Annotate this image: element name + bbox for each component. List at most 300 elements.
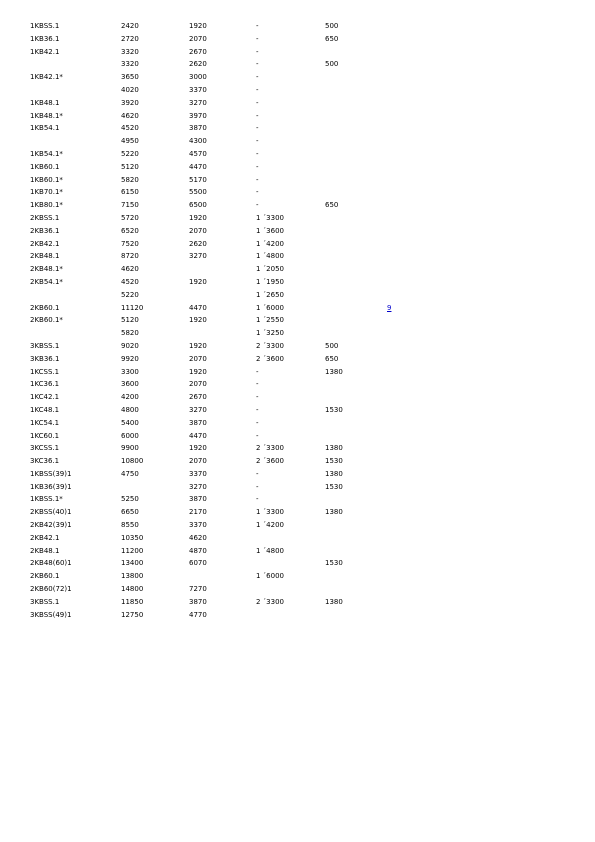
span-cell: 1 ´1950 xyxy=(256,277,284,286)
span-cell: 2 ´3300 xyxy=(256,341,284,350)
model-cell: 3KBSS.1 xyxy=(30,597,60,606)
span-cell xyxy=(256,583,325,596)
width-cell: 3370 xyxy=(189,85,207,94)
table-row xyxy=(30,161,407,174)
ref-cell xyxy=(387,468,407,481)
table-row xyxy=(30,212,407,225)
model-cell: 2KB42(39)1 xyxy=(30,521,72,530)
model-cell: 1KB48.1* xyxy=(30,111,63,120)
height-cell xyxy=(325,71,387,84)
span-cell: - xyxy=(256,162,259,171)
length-cell: 4620 xyxy=(121,265,139,274)
model-cell: 2KBSS.1 xyxy=(30,213,60,222)
height-cell xyxy=(325,391,387,404)
table-row xyxy=(30,263,407,276)
span-cell: 1 ´3250 xyxy=(256,329,284,338)
width-cell xyxy=(189,570,256,583)
height-cell xyxy=(325,135,387,148)
ref-cell xyxy=(387,212,407,225)
ref-cell xyxy=(387,366,407,379)
height-cell xyxy=(325,161,387,174)
width-cell: 4570 xyxy=(189,149,207,158)
span-cell: 1 ´2550 xyxy=(256,316,284,325)
span-cell: 1 ´3600 xyxy=(256,226,284,235)
model-cell: 2KB60.1 xyxy=(30,303,60,312)
ref-cell xyxy=(387,97,407,110)
height-cell xyxy=(325,212,387,225)
model-cell: 1KC60.1 xyxy=(30,431,60,440)
length-cell: 6650 xyxy=(121,508,139,517)
length-cell: 5120 xyxy=(121,162,139,171)
ref-cell xyxy=(387,570,407,583)
span-cell: 1 ´3300 xyxy=(256,213,284,222)
model-cell: 2KB36.1 xyxy=(30,226,60,235)
model-cell: 1KB60.1 xyxy=(30,162,60,171)
ref-cell xyxy=(387,122,407,135)
span-cell: 1 ´4800 xyxy=(256,252,284,261)
span-cell: - xyxy=(256,405,259,414)
span-cell: - xyxy=(256,482,259,491)
height-cell xyxy=(325,97,387,110)
ref-cell xyxy=(387,174,407,187)
length-cell: 12750 xyxy=(121,610,144,619)
table-row xyxy=(30,71,407,84)
width-cell: 4470 xyxy=(189,303,207,312)
length-cell: 5820 xyxy=(121,175,139,184)
height-cell: 1380 xyxy=(325,469,343,478)
span-cell: 2 ´3600 xyxy=(256,354,284,363)
table-row xyxy=(30,340,407,353)
width-cell: 1920 xyxy=(189,213,207,222)
table-row xyxy=(30,583,407,596)
span-cell: 2 ´3300 xyxy=(256,444,284,453)
width-cell: 2070 xyxy=(189,457,207,466)
span-cell: - xyxy=(256,47,259,56)
width-cell: 4770 xyxy=(189,610,207,619)
span-cell: 1 ´3300 xyxy=(256,508,284,517)
length-cell: 13800 xyxy=(121,572,144,581)
ref-cell xyxy=(387,493,407,506)
span-cell: - xyxy=(256,393,259,402)
span-cell: - xyxy=(256,111,259,120)
table-row xyxy=(30,455,407,468)
length-cell: 8550 xyxy=(121,521,139,530)
model-cell: 1KBSS.1* xyxy=(30,495,63,504)
width-cell: 2620 xyxy=(189,60,207,69)
width-cell: 3270 xyxy=(189,482,207,491)
length-cell: 5250 xyxy=(121,495,139,504)
span-cell: 2 ´3600 xyxy=(256,457,284,466)
height-cell xyxy=(325,174,387,187)
ref-cell xyxy=(387,417,407,430)
width-cell: 2670 xyxy=(189,393,207,402)
ref-cell xyxy=(387,378,407,391)
length-cell: 4620 xyxy=(121,111,139,120)
span-cell: - xyxy=(256,85,259,94)
ref-cell xyxy=(387,148,407,161)
width-cell: 3000 xyxy=(189,73,207,82)
ref-cell xyxy=(387,442,407,455)
height-cell xyxy=(325,570,387,583)
height-cell xyxy=(325,545,387,558)
model-cell: 1KC54.1 xyxy=(30,418,60,427)
model-cell: 1KB36(39)1 xyxy=(30,482,72,491)
ref-cell xyxy=(387,340,407,353)
span-cell: 1 ´2650 xyxy=(256,290,284,299)
ref-cell xyxy=(387,545,407,558)
table-row xyxy=(30,596,407,609)
table-row xyxy=(30,493,407,506)
table-row xyxy=(30,33,407,46)
ref-cell xyxy=(387,609,407,622)
width-cell: 5500 xyxy=(189,188,207,197)
width-cell: 3870 xyxy=(189,495,207,504)
model-cell xyxy=(30,327,121,340)
span-cell: 1 ´4200 xyxy=(256,521,284,530)
span-cell xyxy=(256,557,325,570)
table-row xyxy=(30,250,407,263)
length-cell: 5400 xyxy=(121,418,139,427)
model-cell xyxy=(30,58,121,71)
ref-cell xyxy=(387,263,407,276)
width-cell: 2170 xyxy=(189,508,207,517)
width-cell: 7270 xyxy=(189,585,207,594)
spec-table-body xyxy=(30,20,407,621)
height-cell: 650 xyxy=(325,201,339,210)
ref-cell xyxy=(387,238,407,251)
ref-cell xyxy=(387,391,407,404)
width-cell: 2070 xyxy=(189,34,207,43)
ref-cell xyxy=(387,58,407,71)
width-cell: 4470 xyxy=(189,431,207,440)
table-row xyxy=(30,468,407,481)
ref-cell xyxy=(387,404,407,417)
span-cell: - xyxy=(256,175,259,184)
model-cell xyxy=(30,84,121,97)
model-cell: 1KC36.1 xyxy=(30,380,60,389)
height-cell xyxy=(325,289,387,302)
span-cell: - xyxy=(256,34,259,43)
height-cell xyxy=(325,378,387,391)
height-cell xyxy=(325,493,387,506)
height-cell: 1380 xyxy=(325,508,343,517)
model-cell: 1KBSS(39)1 xyxy=(30,469,72,478)
table-row xyxy=(30,417,407,430)
spec-table xyxy=(30,20,407,621)
height-cell xyxy=(325,417,387,430)
table-row xyxy=(30,238,407,251)
span-cell: - xyxy=(256,22,259,30)
length-cell: 9900 xyxy=(121,444,139,453)
model-cell: 1KC42.1 xyxy=(30,393,60,402)
length-cell: 9020 xyxy=(121,341,139,350)
width-cell: 5170 xyxy=(189,175,207,184)
table-row xyxy=(30,148,407,161)
model-cell: 2KB48.1* xyxy=(30,265,63,274)
width-cell xyxy=(189,289,256,302)
model-cell: 1KCSS.1 xyxy=(30,367,60,376)
height-cell xyxy=(325,583,387,596)
model-cell: 1KB70.1* xyxy=(30,188,63,197)
span-cell: 1 ´6000 xyxy=(256,303,284,312)
height-cell xyxy=(325,238,387,251)
width-cell: 1920 xyxy=(189,22,207,30)
height-cell xyxy=(325,276,387,289)
length-cell: 4950 xyxy=(121,137,139,146)
span-cell: - xyxy=(256,124,259,133)
width-cell: 4870 xyxy=(189,546,207,555)
length-cell: 9920 xyxy=(121,354,139,363)
model-cell: 2KB42.1 xyxy=(30,533,60,542)
width-cell: 4300 xyxy=(189,137,207,146)
table-row xyxy=(30,276,407,289)
model-cell: 1KB42.1 xyxy=(30,47,60,56)
width-cell: 3870 xyxy=(189,124,207,133)
span-cell: - xyxy=(256,149,259,158)
ref-cell xyxy=(387,430,407,443)
model-cell: 1KBSS.1 xyxy=(30,22,60,30)
ref-cell xyxy=(387,33,407,46)
width-cell: 2070 xyxy=(189,380,207,389)
span-cell: 1 ´2050 xyxy=(256,265,284,274)
ref-cell xyxy=(387,557,407,570)
table-row xyxy=(30,327,407,340)
height-cell: 1530 xyxy=(325,559,343,568)
length-cell: 4750 xyxy=(121,469,139,478)
span-cell: - xyxy=(256,495,259,504)
span-cell: - xyxy=(256,60,259,69)
width-cell: 3270 xyxy=(189,98,207,107)
span-cell xyxy=(256,532,325,545)
span-cell: - xyxy=(256,137,259,146)
length-cell: 6150 xyxy=(121,188,139,197)
width-cell: 6500 xyxy=(189,201,207,210)
height-cell: 1530 xyxy=(325,457,343,466)
length-cell: 11850 xyxy=(121,597,144,606)
width-cell: 2620 xyxy=(189,239,207,248)
height-cell xyxy=(325,122,387,135)
table-row xyxy=(30,442,407,455)
ref-cell xyxy=(387,353,407,366)
length-cell: 3300 xyxy=(121,367,139,376)
height-cell xyxy=(325,302,387,315)
model-cell: 2KBSS(40)1 xyxy=(30,508,72,517)
width-cell: 3970 xyxy=(189,111,207,120)
table-row xyxy=(30,58,407,71)
width-cell: 3270 xyxy=(189,405,207,414)
span-cell: - xyxy=(256,418,259,427)
height-cell xyxy=(325,519,387,532)
model-cell: 1KB54.1 xyxy=(30,124,60,133)
span-cell: 1 ´6000 xyxy=(256,572,284,581)
span-cell: 2 ´3300 xyxy=(256,597,284,606)
ref-cell xyxy=(387,302,407,315)
height-cell: 650 xyxy=(325,354,339,363)
height-cell xyxy=(325,186,387,199)
ref-cell xyxy=(387,46,407,59)
table-row xyxy=(30,314,407,327)
length-cell: 7150 xyxy=(121,201,139,210)
length-cell: 4520 xyxy=(121,124,139,133)
span-cell: - xyxy=(256,380,259,389)
width-cell: 3370 xyxy=(189,469,207,478)
length-cell: 3650 xyxy=(121,73,139,82)
length-cell: 5220 xyxy=(121,149,139,158)
height-cell xyxy=(325,532,387,545)
width-cell: 1920 xyxy=(189,316,207,325)
height-cell xyxy=(325,148,387,161)
table-row xyxy=(30,404,407,417)
span-cell: 1 ´4200 xyxy=(256,239,284,248)
height-cell xyxy=(325,430,387,443)
length-cell: 10800 xyxy=(121,457,144,466)
ref-cell xyxy=(387,71,407,84)
width-cell: 4620 xyxy=(189,533,207,542)
length-cell: 10350 xyxy=(121,533,144,542)
table-row xyxy=(30,519,407,532)
height-cell: 500 xyxy=(325,22,339,30)
table-row xyxy=(30,481,407,494)
model-cell: 3KB36.1 xyxy=(30,354,60,363)
ref-cell xyxy=(387,481,407,494)
length-cell: 4200 xyxy=(121,393,139,402)
length-cell: 2420 xyxy=(121,22,139,30)
height-cell xyxy=(325,327,387,340)
length-cell: 11200 xyxy=(121,546,144,555)
ref-cell xyxy=(387,327,407,340)
height-cell: 650 xyxy=(325,34,339,43)
height-cell xyxy=(325,250,387,263)
table-row xyxy=(30,391,407,404)
table-row xyxy=(30,84,407,97)
model-cell: 3KC36.1 xyxy=(30,457,60,466)
table-row xyxy=(30,302,407,315)
height-cell xyxy=(325,110,387,123)
width-cell: 2070 xyxy=(189,354,207,363)
length-cell: 6000 xyxy=(121,431,139,440)
height-cell xyxy=(325,225,387,238)
model-cell: 2KB60.1* xyxy=(30,316,63,325)
width-cell: 6070 xyxy=(189,559,207,568)
height-cell: 1380 xyxy=(325,597,343,606)
model-cell xyxy=(30,289,121,302)
length-cell: 11120 xyxy=(121,303,144,312)
span-cell: - xyxy=(256,188,259,197)
table-row xyxy=(30,532,407,545)
table-row xyxy=(30,174,407,187)
length-cell: 3920 xyxy=(121,98,139,107)
model-cell: 1KB60.1* xyxy=(30,175,63,184)
width-cell: 1920 xyxy=(189,367,207,376)
table-row xyxy=(30,557,407,570)
length-cell: 7520 xyxy=(121,239,139,248)
width-cell: 2070 xyxy=(189,226,207,235)
table-row xyxy=(30,186,407,199)
length-cell: 13400 xyxy=(121,559,144,568)
table-row xyxy=(30,570,407,583)
model-cell: 3KBSS.1 xyxy=(30,341,60,350)
model-cell: 1KB36.1 xyxy=(30,34,60,43)
model-cell: 1KB48.1 xyxy=(30,98,60,107)
length-cell: 5720 xyxy=(121,213,139,222)
table-row xyxy=(30,110,407,123)
ref-cell xyxy=(387,289,407,302)
length-cell xyxy=(121,481,189,494)
width-cell: 3870 xyxy=(189,597,207,606)
ref-cell xyxy=(387,110,407,123)
height-cell xyxy=(325,46,387,59)
length-cell: 5120 xyxy=(121,316,139,325)
span-cell: - xyxy=(256,98,259,107)
length-cell: 8720 xyxy=(121,252,139,261)
table-row xyxy=(30,545,407,558)
ref-cell xyxy=(387,225,407,238)
height-cell: 1530 xyxy=(325,405,343,414)
width-cell: 3370 xyxy=(189,521,207,530)
length-cell: 3320 xyxy=(121,60,139,69)
span-cell: 1 ´4800 xyxy=(256,546,284,555)
table-row xyxy=(30,225,407,238)
model-cell: 2KB48.1 xyxy=(30,546,60,555)
model-cell: 2KB60.1 xyxy=(30,572,60,581)
span-cell: - xyxy=(256,469,259,478)
length-cell: 5820 xyxy=(121,329,139,338)
table-row xyxy=(30,97,407,110)
span-cell: - xyxy=(256,73,259,82)
ref-cell xyxy=(387,532,407,545)
height-cell xyxy=(325,263,387,276)
table-row xyxy=(30,46,407,59)
model-cell xyxy=(30,135,121,148)
ref-cell xyxy=(387,506,407,519)
height-cell: 500 xyxy=(325,341,339,350)
length-cell: 4520 xyxy=(121,277,139,286)
table-row xyxy=(30,430,407,443)
model-cell: 3KBSS(49)1 xyxy=(30,610,72,619)
model-cell: 2KB42.1 xyxy=(30,239,60,248)
height-cell xyxy=(325,84,387,97)
table-row xyxy=(30,199,407,212)
height-cell xyxy=(325,314,387,327)
table-row xyxy=(30,20,407,33)
ref-cell xyxy=(387,250,407,263)
model-cell: 1KB80.1* xyxy=(30,201,63,210)
width-cell xyxy=(189,263,256,276)
width-cell: 3870 xyxy=(189,418,207,427)
ref-cell xyxy=(387,161,407,174)
ref-cell xyxy=(387,519,407,532)
length-cell: 6520 xyxy=(121,226,139,235)
ref-cell xyxy=(387,455,407,468)
height-cell: 1530 xyxy=(325,482,343,491)
width-cell: 3270 xyxy=(189,252,207,261)
width-cell: 4470 xyxy=(189,162,207,171)
table-row xyxy=(30,353,407,366)
span-cell: - xyxy=(256,367,259,376)
page-link[interactable]: 9 xyxy=(387,303,392,312)
ref-cell xyxy=(387,186,407,199)
model-cell: 2KB54.1* xyxy=(30,277,63,286)
span-cell: - xyxy=(256,201,259,210)
height-cell: 1380 xyxy=(325,367,343,376)
model-cell: 2KB48.1 xyxy=(30,252,60,261)
width-cell: 2670 xyxy=(189,47,207,56)
width-cell xyxy=(189,327,256,340)
ref-cell xyxy=(387,314,407,327)
span-cell: - xyxy=(256,431,259,440)
ref-cell xyxy=(387,199,407,212)
table-row xyxy=(30,609,407,622)
